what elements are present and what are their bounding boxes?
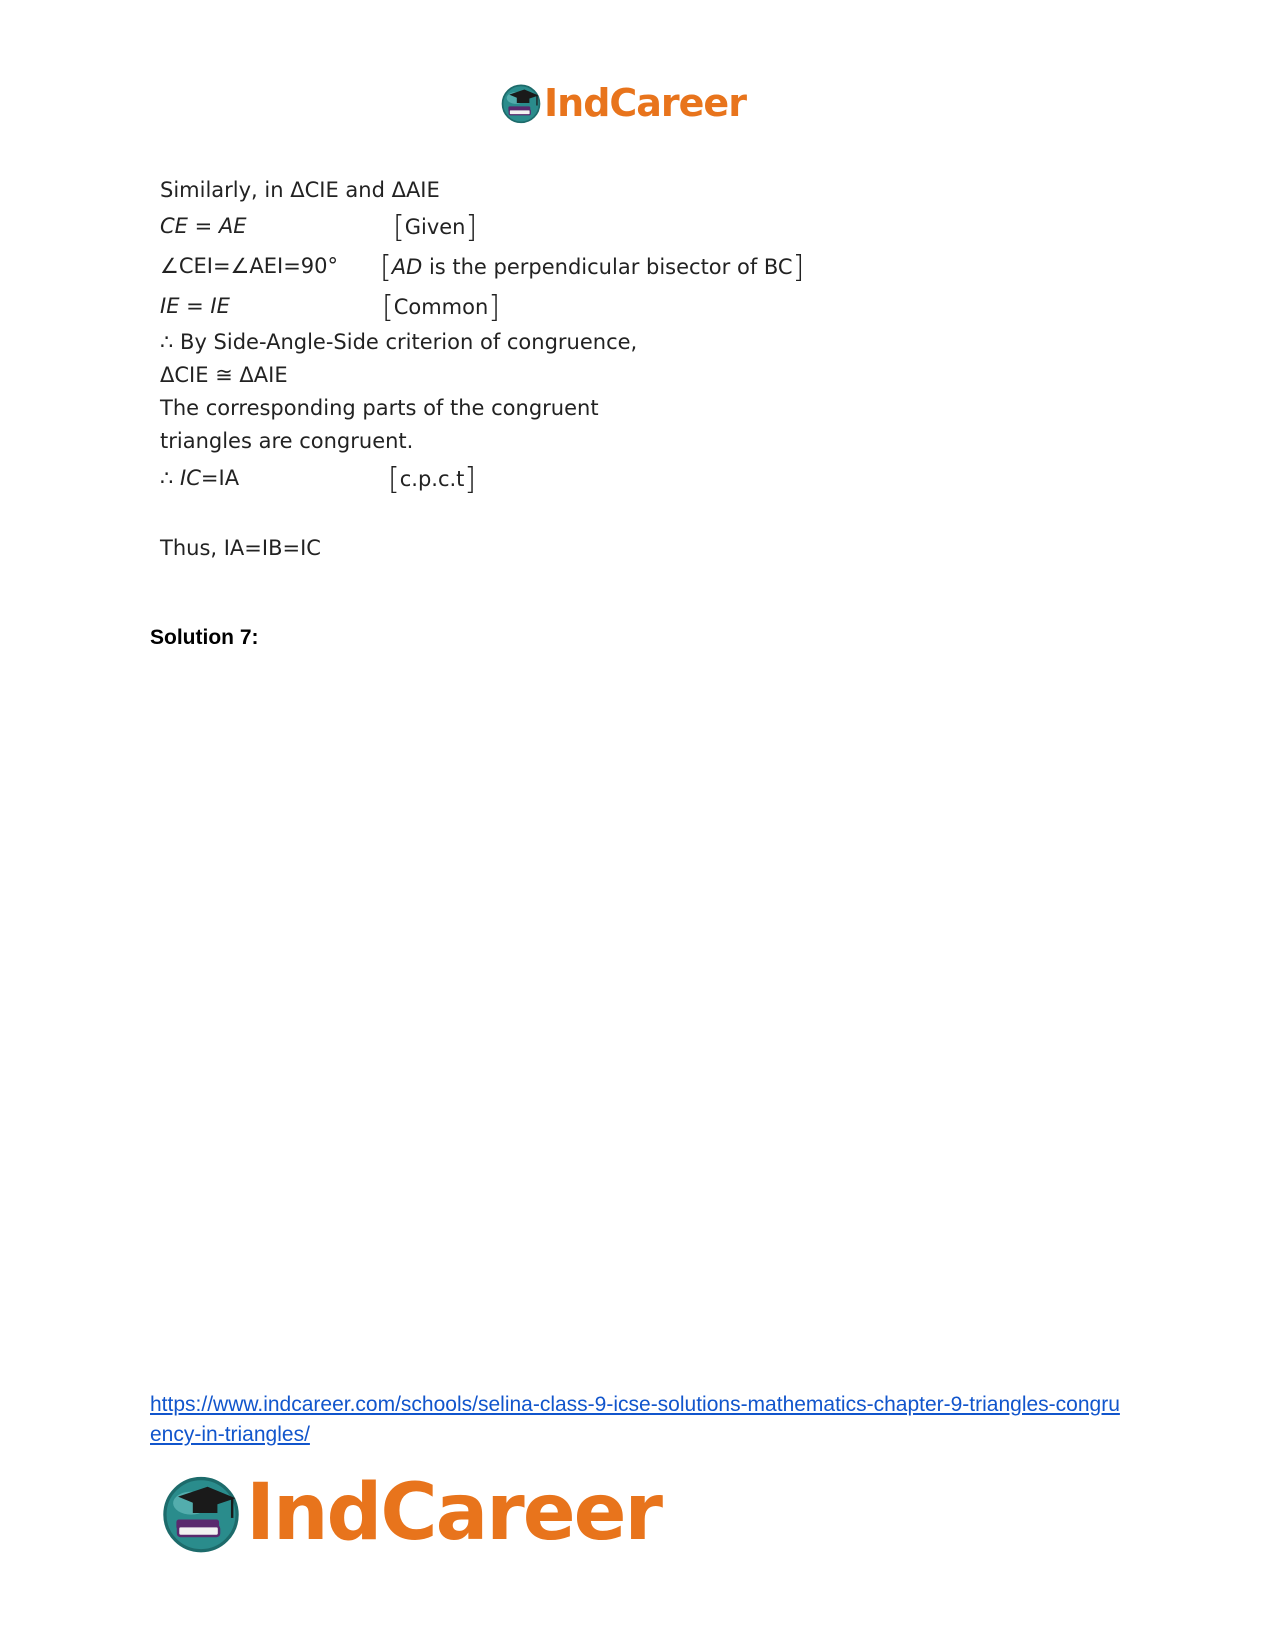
reason-italic: AD (391, 255, 423, 279)
equation-reason: [c.p.c.t] (388, 462, 477, 497)
text-line: triangles are congruent. (160, 429, 414, 453)
reason-text: Given (404, 215, 466, 239)
equation-reason: [Common] (382, 290, 501, 325)
text-line: Similarly, in ΔCIE and ΔAIE (160, 178, 440, 202)
equation-left-rest: =IA (200, 466, 240, 490)
graduation-cap-book-icon (500, 82, 542, 124)
equation-line (160, 294, 230, 318)
equation-left: ∠CEI=∠AEI=90° (160, 254, 339, 278)
equation-reason: [AD is the perpendicular bisector of BC] (380, 250, 805, 285)
source-link[interactable]: https://www.indcareer.com/schools/selina-class-9-icse-solutions-mathematics-chapter-9-triangles-congruency-in-triangles/ (150, 1393, 1120, 1446)
equation-line (160, 254, 338, 278)
text-line: ΔCIE ≅ ΔAIE (160, 363, 288, 387)
equation-line (160, 466, 239, 490)
equation-line (160, 214, 247, 238)
header-logo (500, 78, 746, 128)
logo-wordmark: IndCareer (246, 1468, 661, 1558)
conclusion-line: Thus, IA=IB=IC (160, 536, 321, 560)
equation-left: IE = IE (160, 294, 230, 318)
footer-logo (160, 1468, 661, 1558)
equation-left: CE = AE (160, 214, 247, 238)
solution-heading: Solution 7: (150, 626, 259, 649)
reason-text: c.p.c.t (399, 467, 465, 491)
reason-text: is the perpendicular bisector of BC (422, 255, 793, 279)
graduation-cap-book-icon (160, 1472, 242, 1554)
reason-text: Common (393, 295, 489, 319)
equation-reason: [Given] (393, 210, 478, 245)
text-line: The corresponding parts of the congruent (160, 396, 599, 420)
text-line: ∴ By Side-Angle-Side criterion of congruence, (160, 330, 638, 354)
logo-wordmark: IndCareer (544, 81, 746, 125)
equation-left-italic: IC (180, 466, 201, 490)
therefore-symbol: ∴ (160, 466, 181, 490)
